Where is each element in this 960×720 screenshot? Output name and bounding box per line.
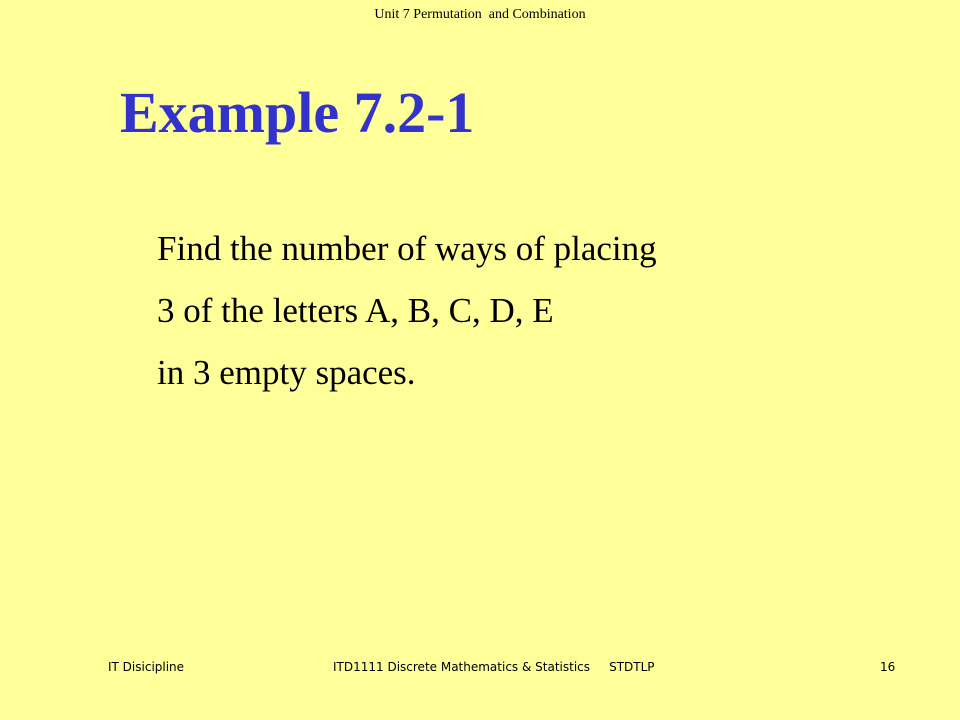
- slide-body: [157, 218, 657, 404]
- footer-discipline: IT Disicipline: [108, 660, 185, 674]
- body-line-1: Find the number of ways of placing: [157, 229, 657, 268]
- body-line-2: 3 of the letters A, B, C, D, E: [157, 291, 554, 330]
- footer-page-number: 16: [880, 660, 896, 674]
- footer-course: ITD1111 Discrete Mathematics & Statistics STDTLP: [333, 660, 655, 674]
- body-line-3: in 3 empty spaces.: [157, 353, 416, 392]
- slide-title: Example 7.2-1: [120, 80, 475, 145]
- slide-header: Unit 7 Permutation and Combination: [374, 7, 586, 22]
